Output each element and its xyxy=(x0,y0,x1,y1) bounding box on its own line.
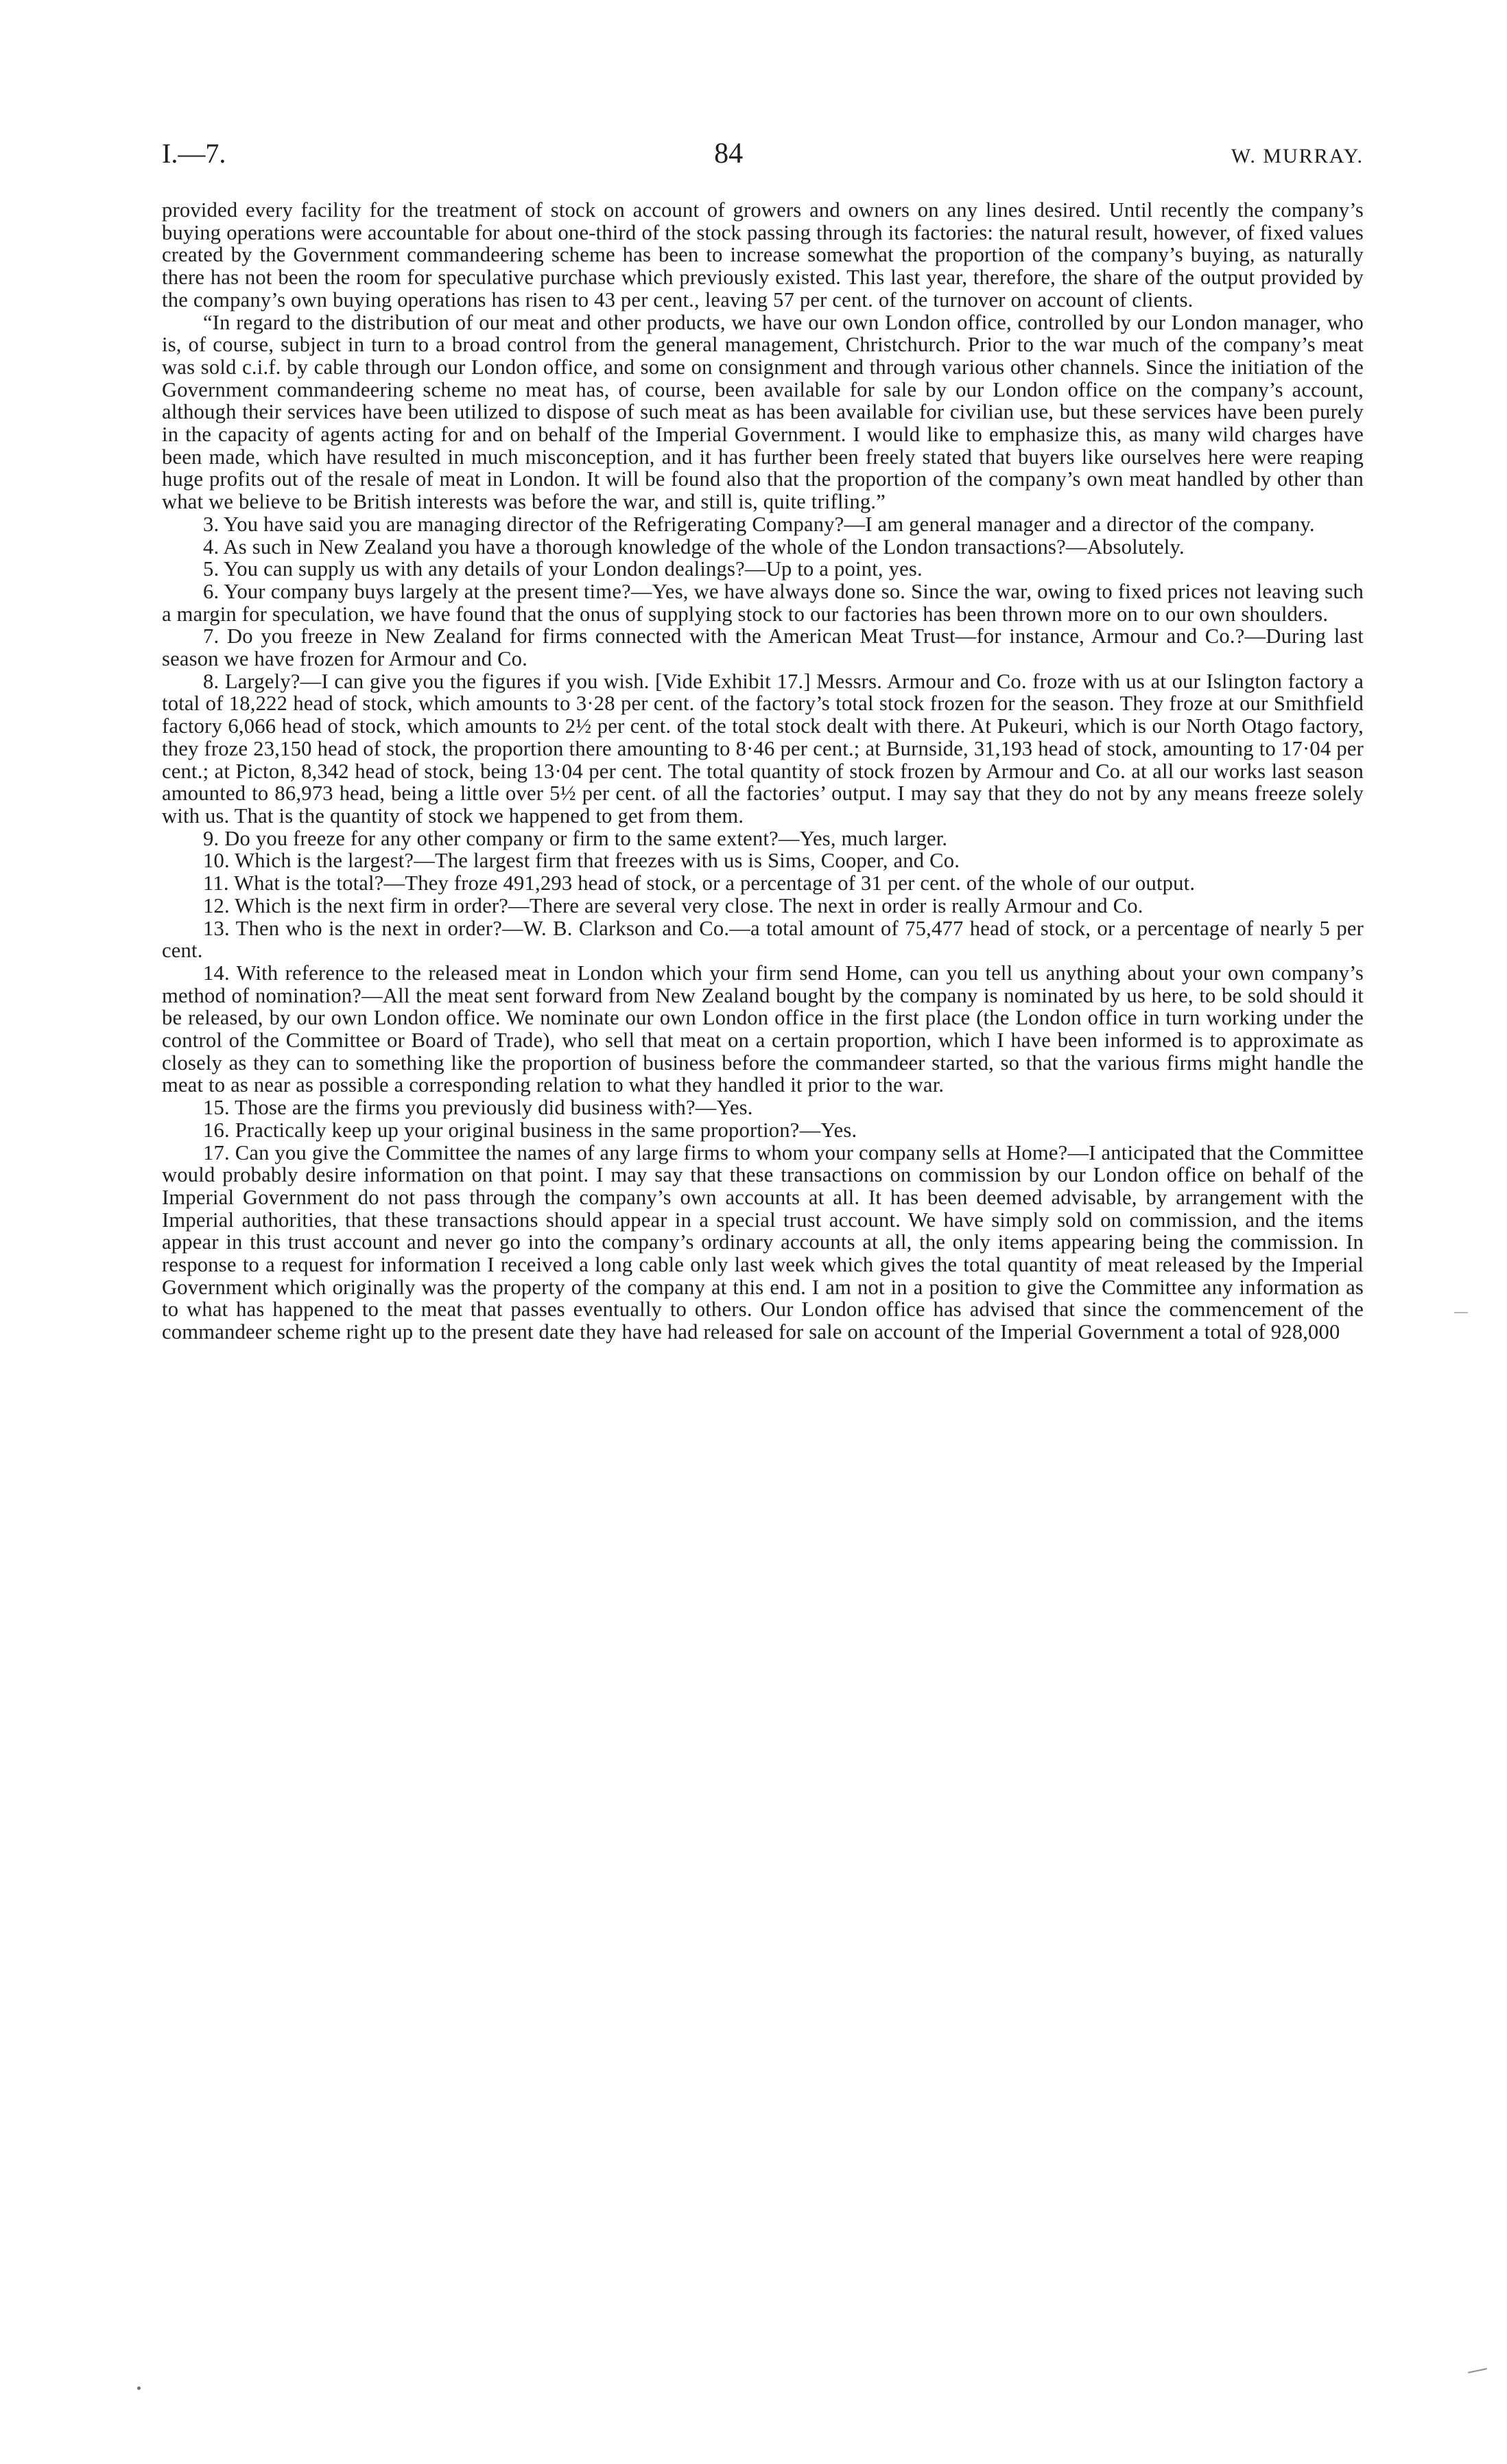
question-6: 6. Your company buys largely at the present time?—Yes, we have always done so. Since the war, owing to fixed prices not leaving such a margin for speculation, we have found that the onus of supplying stock to our factories has been thrown more on to our own shoulders. xyxy=(162,579,1364,626)
scan-speck xyxy=(137,2386,141,2390)
scan-speck xyxy=(1454,1312,1468,1313)
question-8: 8. Largely?—I can give you the figures if you wish. [Vide Exhibit 17.] Messrs. Armour and Co. froze with us at our Islington factory a total of 18,222 head of stock, which amounts to 3·28 per cent. of the factory’s total stock frozen for the season. They froze at our Smithfield factory 6,066 head of stock, which amounts to 2½ per cent. of the total stock dealt with there. At Pukeuri, which is our North Otago factory, they froze 23,150 head of stock, the proportion there amounting to 8·46 per cent.; at Burnside, 31,193 head of stock, amounting to 17·04 per cent.; at Picton, 8,342 head of stock, being 13·04 per cent. The total quantity of stock frozen by Armour and Co. at all our works last season amounted to 86,973 head, being a little over 5½ per cent. of all the factories’ output. I may say that they do not by any means freeze solely with us. That is the quantity of stock we happened to get from them. xyxy=(162,669,1364,828)
question-16: 16. Practically keep up your original business in the same proportion?—Yes. xyxy=(203,1118,857,1142)
page-header xyxy=(162,137,1364,178)
question-14: 14. With reference to the released meat in London which your firm send Home, can you tell us anything about your own company’s method of nomination?—All the meat sent forward from New Zealand bought by the company is nominated by us here, to be sold should it be released, by our own London office. We nominate our own London office in the first place (the London office in turn working under the control of the Committee or Board of Trade), who sell that meat on a certain proportion, which I have been informed is to approximate as closely as they can to something like the proportion of business before the commandeer started, so that the various firms might handle the meat to as near as possible a corresponding relation to what they handled it prior to the war. xyxy=(162,961,1364,1097)
question-11: 11. What is the total?—They froze 491,293 head of stock, or a percentage of 31 per cent. of the whole of our output. xyxy=(203,871,1196,895)
scan-speck xyxy=(1468,2368,1487,2373)
document-reference: I.—7. xyxy=(162,138,226,169)
document-page xyxy=(162,137,1364,1344)
question-12: 12. Which is the next firm in order?—There are several very close. The next in order is really Armour and Co. xyxy=(203,893,1143,917)
question-10: 10. Which is the largest?—The largest firm that freezes with us is Sims, Cooper, and Co. xyxy=(203,849,960,873)
question-15: 15. Those are the firms you previously did business with?—Yes. xyxy=(203,1096,753,1120)
question-4: 4. As such in New Zealand you have a thorough knowledge of the whole of the London transactions?—Absolutely. xyxy=(203,535,1185,559)
question-5: 5. You can supply us with any details of your London dealings?—Up to a point, yes. xyxy=(203,557,923,581)
body-text xyxy=(162,199,1364,1344)
paragraph-quote: “In regard to the distribution of our meat and other products, we have our own London office, controlled by our London manager, who is, of course, subject in turn to a broad control from the general management, Christchurch. Prior to the war much of the company’s meat was sold c.i.f. by cable through our London office, and some on consignment and through various other channels. Since the initiation of the Government commandeering scheme no meat has, of course, been available for sale by our London office on the company’s account, although their services have been utilized to dispose of such meat as has been available for civilian use, but these services have been purely in the capacity of agents acting for and on behalf of the Imperial Government. I would like to emphasize this, as many wild charges have been made, which have resulted in much misconception, and it has further been freely stated that buyers like ourselves here were reaping huge profits out of the resale of meat in London. It will be found also that the proportion of the company’s own meat handled by other than what we believe to be British interests was before the war, and still is, quite trifling.” xyxy=(162,310,1364,514)
witness-name: W. MURRAY. xyxy=(1231,145,1364,167)
question-17: 17. Can you give the Committee the names of any large firms to whom your company sells at Home?—I anticipated that the Committee would probably desire information on that point. I may say that these transactions on commission by our London office on behalf of the Imperial Government do not pass through the company’s own accounts at all. It has been deemed advisable, by arrangement with the Imperial authorities, that these transactions should appear in a special trust account. We have simply sold on commission, and the items appear in this trust account and never go into the company’s ordinary accounts at all, the only items appearing being the commission. In response to a request for information I received a long cable only last week which gives the total quantity of meat released by the Imperial Government which originally was the property of the company at this end. I am not in a position to give the Committee any information as to what has happened to the meat that passes eventually to others. Our London office has advised that since the commencement of the commandeer scheme right up to the present date they have had released for sale on account of the Imperial Government a total of 928,000 xyxy=(162,1140,1364,1344)
question-3: 3. You have said you are managing director of the Refrigerating Company?—I am general manager and a director of the company. xyxy=(203,512,1315,536)
page-number: 84 xyxy=(714,138,744,169)
paragraph-continuation: provided every facility for the treatment of stock on account of growers and owners on any lines desired. Until recently the company’s buying operations were accountable for about one-third of the stock passing through its factories: the natural result, however, of fixed values created by the Government commandeering scheme has been to increase somewhat the proportion of the company’s buying, as naturally there has not been the room for speculative purchase which previously existed. This last year, therefore, the share of the output provided by the company’s own buying operations has risen to 43 per cent., leaving 57 per cent. of the turnover on account of clients. xyxy=(162,198,1364,312)
question-13: 13. Then who is the next in order?—W. B. Clarkson and Co.—a total amount of 75,477 head of stock, or a percentage of nearly 5 per cent. xyxy=(162,916,1364,963)
question-9: 9. Do you freeze for any other company or firm to the same extent?—Yes, much larger. xyxy=(203,826,948,850)
question-7: 7. Do you freeze in New Zealand for firms connected with the American Meat Trust—for instance, Armour and Co.?—During last season we have frozen for Armour and Co. xyxy=(162,624,1364,671)
